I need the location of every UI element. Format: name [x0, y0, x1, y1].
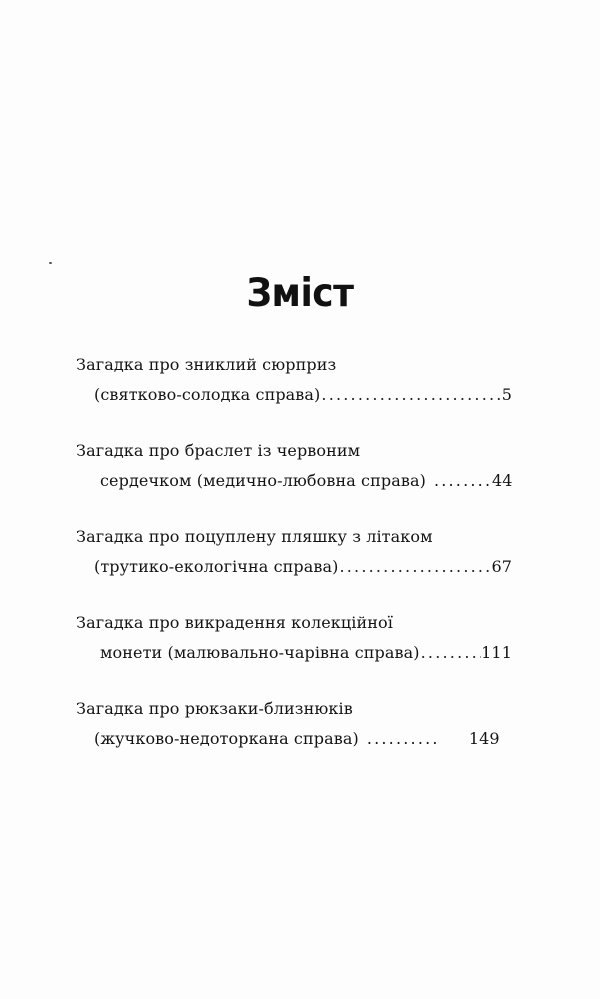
toc-entry-title: Загадка про викрадення колекційної: [76, 613, 393, 632]
toc-entry-subline: [76, 724, 512, 754]
table-of-contents: [76, 350, 526, 780]
toc-entry-page: 44: [491, 471, 513, 490]
toc-entry-subtitle: сердечком (медично-любовна справа): [100, 471, 426, 490]
toc-entry-subline: [76, 552, 512, 582]
toc-entry-subtitle: (святково-солодка справа): [94, 385, 321, 404]
toc-entry: [76, 608, 526, 668]
toc-entry-subtitle: (жучково-недоторкана справа): [94, 729, 359, 748]
print-speck: [49, 262, 52, 264]
dot-leader: [338, 552, 491, 582]
toc-entry: [76, 350, 526, 410]
dot-leader: [426, 466, 492, 496]
toc-entry-page: 67: [491, 557, 512, 576]
toc-entry-page: 149: [468, 729, 500, 748]
toc-entry: [76, 694, 526, 754]
toc-entry-subtitle: монети (малювально-чарівна справа): [100, 643, 420, 662]
toc-entry-subline: [76, 638, 512, 668]
toc-entry-subline: [76, 466, 512, 496]
toc-entry-title: Загадка про рюкзаки-близнюків: [76, 699, 353, 718]
toc-entry-subline: [76, 380, 512, 410]
toc-entry-subtitle: (трутико-екологічна справа): [94, 557, 339, 576]
dot-leader: [320, 380, 501, 410]
dot-leader: [420, 638, 482, 668]
toc-entry: [76, 436, 526, 496]
dot-leader: [359, 724, 469, 754]
toc-entry-title: Загадка про поцуплену пляшку з літаком: [76, 527, 433, 546]
toc-entry-page: 111: [481, 643, 512, 662]
toc-entry-title: Загадка про браслет із червоним: [76, 441, 361, 460]
page-title: Зміст: [246, 271, 354, 316]
toc-entry-page: 5: [501, 385, 512, 404]
toc-entry: [76, 522, 526, 582]
toc-entry-title: Загадка про зниклий сюрприз: [76, 355, 337, 374]
